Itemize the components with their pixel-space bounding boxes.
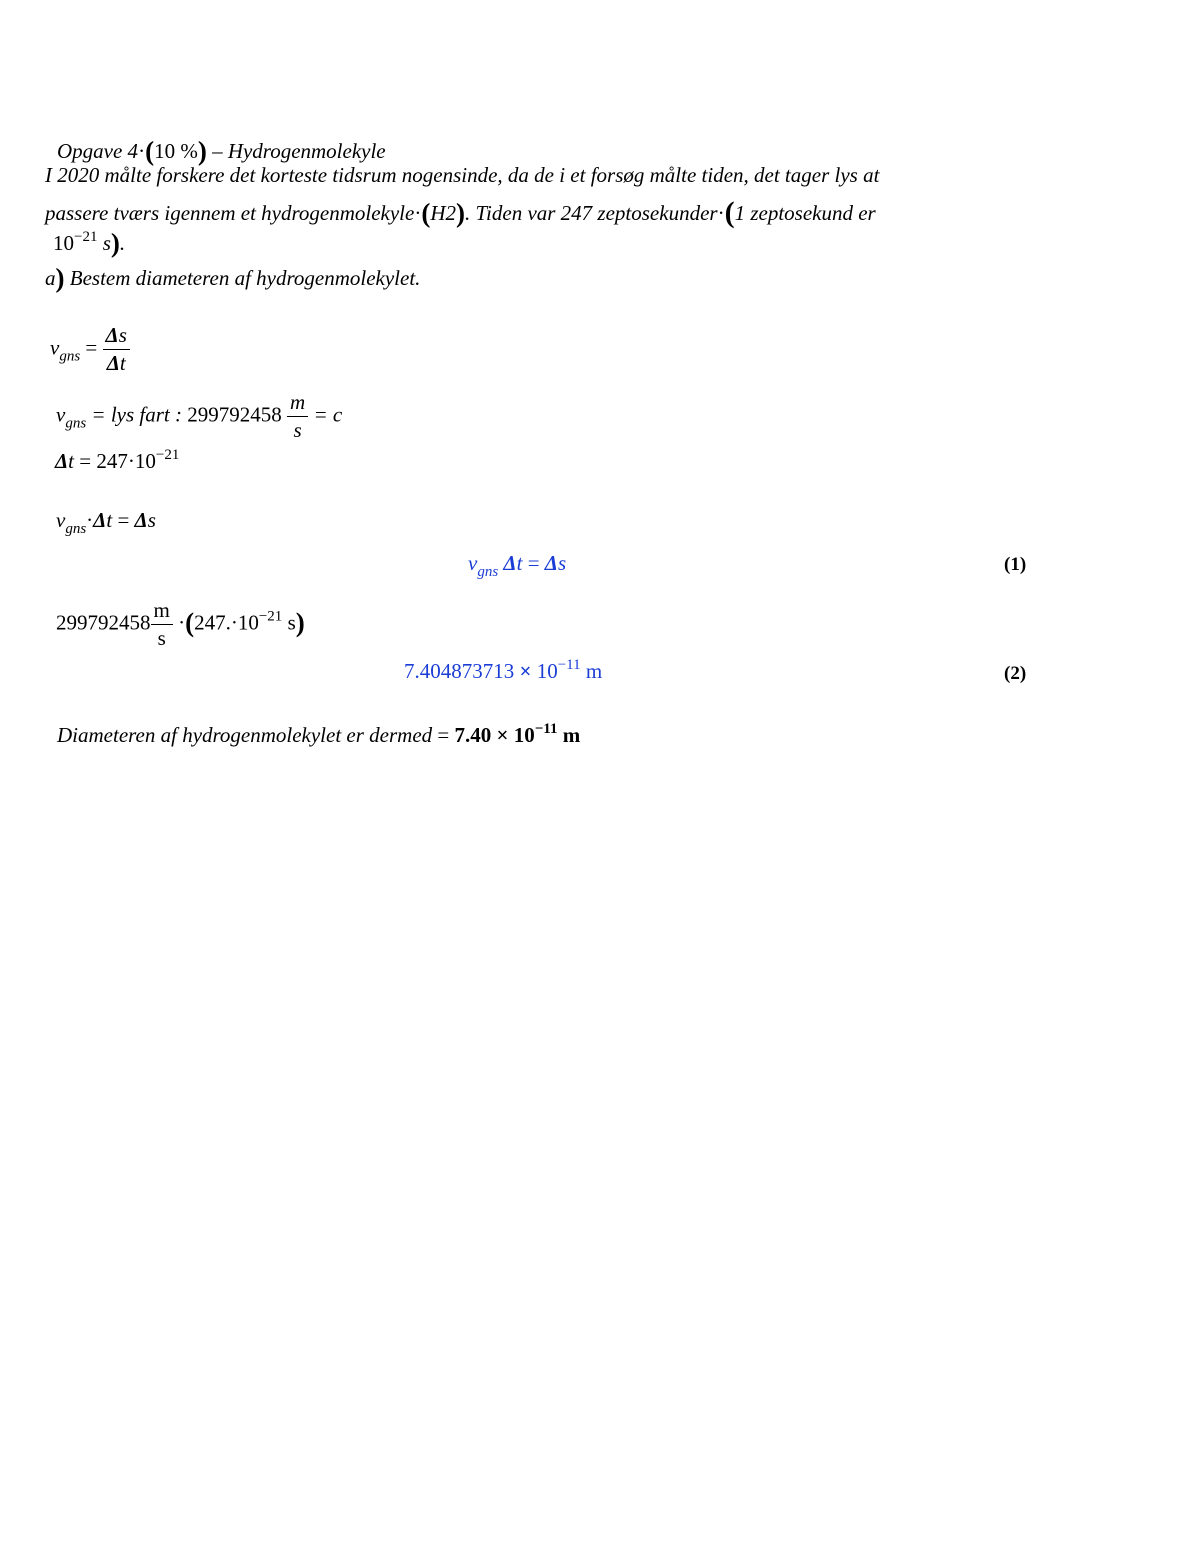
question-letter: a: [45, 266, 56, 290]
problem-line-2: passere tværs igennem et hydrogenmolekyle·(H2). Tiden var 247 zeptosekunder·(1 zeptosekund er: [45, 196, 876, 229]
heading-dot: ·: [138, 139, 146, 163]
molecule-formula: H2: [430, 201, 457, 225]
power-exponent: −21: [74, 229, 98, 245]
equation-average-speed: [50, 325, 130, 374]
fraction-delta-s-over-delta-t: $\frac{\Delta s}{\Delta t}$: [103, 325, 130, 374]
problem-line-1: I 2020 målte forskere det korteste tidsrum nogensinde, da de i et forsøg målte tiden, det tager lys at: [45, 163, 880, 187]
time-value: 247: [96, 449, 128, 473]
problem-line-2a: passere tværs igennem et hydrogenmolekyle: [45, 201, 415, 225]
v-symbol: v: [50, 335, 60, 360]
speed-value: 299792458: [56, 610, 151, 635]
problem-line-2c: 1 zeptosekund er: [734, 201, 876, 225]
light-speed-value: 299792458: [187, 402, 282, 427]
calculation-input: 299792458 $\frac{m}{s}$ $\cdot(247.\cdot 10^{-21}$ s): [56, 598, 305, 650]
unit-fraction: $\frac{m}{s}$: [151, 600, 173, 649]
v-subscript: gns: [65, 415, 87, 432]
light-speed-label: = lys fart :: [91, 402, 183, 427]
conclusion-text: Diameteren af hydrogenmolekylet er dermed: [57, 723, 433, 747]
v-symbol: v: [56, 402, 66, 427]
output-2: $7.404873713 \times 10^{-11}$ m: [404, 657, 603, 683]
equals-sign: =: [85, 335, 98, 360]
period: .: [119, 231, 126, 255]
unit-s: s: [102, 231, 111, 255]
task-number: Opgave 4: [57, 139, 139, 163]
equation-label-1: (1): [1004, 554, 1027, 575]
heading-dash: –: [212, 139, 223, 163]
equation-delta-t: $\Delta t = 247\cdot 10^{-21}$: [55, 447, 180, 473]
heading-title: Hydrogenmolekyle: [227, 139, 386, 163]
conclusion-unit: m: [562, 723, 581, 747]
equals-c: = c: [313, 402, 343, 427]
problem-line-3: $10^{-21}$ s).: [53, 228, 126, 258]
v-subscript: gns: [59, 348, 81, 365]
result-unit: m: [585, 659, 603, 683]
problem-line-2b: . Tiden var 247 zeptosekunder: [465, 201, 718, 225]
output-1: $v_{gns}$ Δt = Δs: [468, 551, 567, 580]
equation-light-speed: [56, 392, 342, 441]
unit-fraction: $\frac{m}{s}$: [287, 392, 308, 441]
power-base: 10: [53, 231, 74, 255]
task-heading: Opgave 4·(10 %) – Hydrogenmolekyle: [57, 136, 386, 166]
time-value: 247.: [194, 610, 231, 635]
conclusion: Diameteren af hydrogenmolekylet er dermed = $7.40 \times 10^{-11}$ m: [57, 721, 581, 747]
equation-label-2: (2): [1004, 663, 1027, 684]
question-text: Bestem diameteren af hydrogenmolekylet.: [69, 266, 421, 290]
result-mantissa: 7.404873713: [404, 659, 515, 683]
question-a: a) Bestem diameteren af hydrogenmolekylet.: [45, 263, 421, 293]
heading-percent: 10 %: [154, 139, 198, 163]
equation-distance: $v_{gns}\cdot\Delta t = \Delta s$: [56, 508, 156, 537]
conclusion-value: 7.40: [454, 723, 492, 747]
